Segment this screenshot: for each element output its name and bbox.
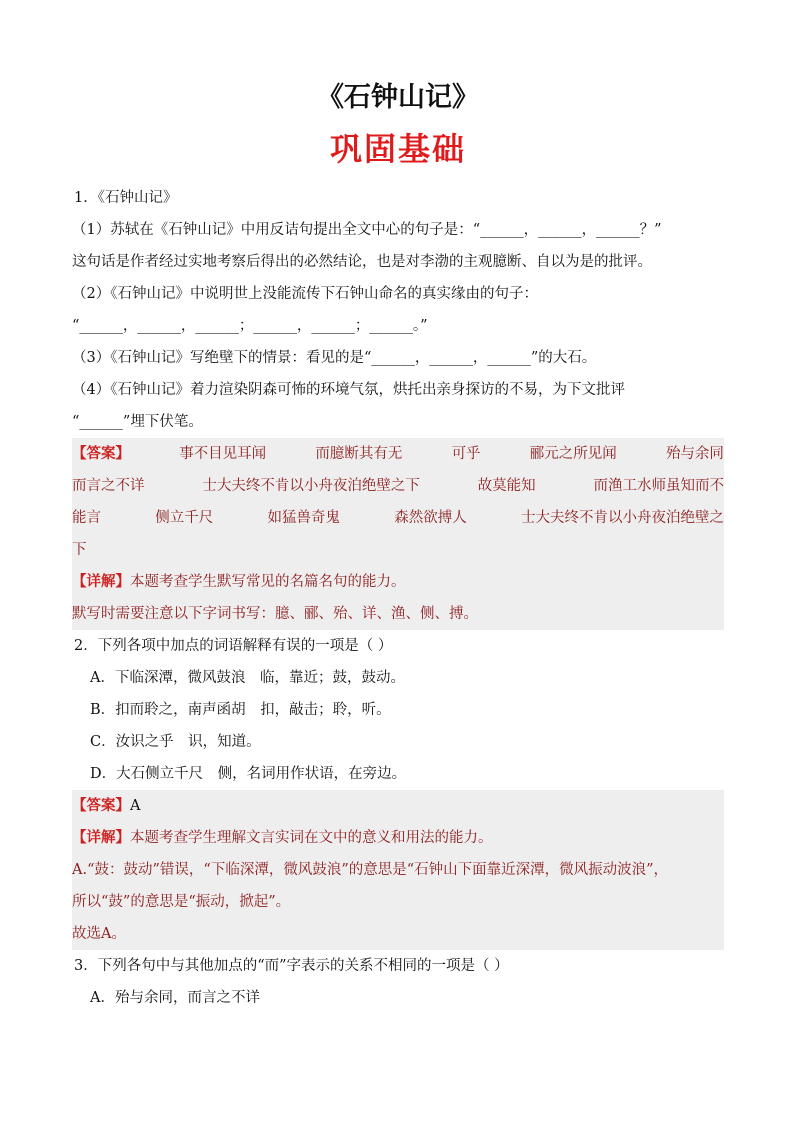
question-1 <box>72 182 724 630</box>
question-1-answer-row-1 <box>72 438 724 470</box>
answer-item: 而渔工水师虽知而不 <box>593 478 724 494</box>
question-2-option-c: C．汝识之乎 识，知道。 <box>90 734 261 750</box>
answer-value: A <box>130 798 141 814</box>
answer-item: 如猛兽奇鬼 <box>267 510 340 526</box>
question-1-part1-line2: 这句话是作者经过实地考察后得出的必然结论，也是对李渤的主观臆断、自以为是的批评。 <box>72 254 652 270</box>
question-2-conclusion: 故选A。 <box>72 926 126 942</box>
question-1-answer-block <box>72 438 724 630</box>
question-3-head: 3．下列各句中与其他加点的“而”字表示的关系不相同的一项是（ ） <box>74 958 509 974</box>
detail-label: 【详解】 <box>72 573 130 590</box>
question-1-part1-line1: （1）苏轼在《石钟山记》中用反诘句提出全文中心的句子是：“______，______，______？” <box>72 222 662 238</box>
question-2-head: 2．下列各项中加点的词语解释有误的一项是（ ） <box>74 638 393 654</box>
question-1-part4-line1: （4）《石钟山记》着力渲染阴森可怖的环境气氛，烘托出亲身探访的不易，为下文批评 <box>72 382 625 398</box>
document-title: 《石钟山记》 <box>317 82 479 113</box>
answer-item: 殆与余同 <box>665 446 724 462</box>
question-1-detail <box>72 566 724 598</box>
detail-text: 本题考查学生理解文言实词在文中的意义和用法的能力。 <box>130 830 493 846</box>
question-2-option-a: A．下临深潭，微风鼓浪 临，靠近；鼓，鼓动。 <box>90 670 405 686</box>
question-3-option-a: A．殆与余同，而言之不详 <box>90 990 260 1006</box>
answer-item: 故莫能知 <box>477 478 536 494</box>
answer-item: 而言之不详 <box>72 478 145 494</box>
detail-label: 【详解】 <box>72 829 130 846</box>
question-2-option-d: D．大石侧立千尺 侧，名词用作状语，在旁边。 <box>90 766 407 782</box>
question-2-answer-block <box>72 790 724 950</box>
answer-item: 可乎 <box>451 446 481 462</box>
question-2-analysis-line-1: A.“鼓：鼓动”错误，“下临深潭，微风鼓浪”的意思是“石钟山下面靠近深潭，微风振动波浪”， <box>72 862 669 878</box>
question-1-part4-line2: “______”埋下伏笔。 <box>72 414 203 430</box>
question-1-answer-row-3 <box>72 502 724 534</box>
question-2 <box>72 630 724 950</box>
question-1-answer-row-4: 下 <box>72 542 87 558</box>
question-1-part2-line1: （2）《石钟山记》中说明世上没能流传下石钟山命名的真实缘由的句子： <box>72 286 538 302</box>
question-1-detail-note: 默写时需要注意以下字词书写：臆、郦、殆、详、渔、侧、搏。 <box>72 606 478 622</box>
question-2-option-b: B．扣而聆之，南声函胡 扣，敲击；聆，听。 <box>90 702 391 718</box>
question-1-answer-row-2 <box>72 470 724 502</box>
answer-item: 事不目见耳闻 <box>179 446 267 462</box>
question-1-part3: （3）《石钟山记》写绝壁下的情景：看见的是“______，______，______”的大石。 <box>72 350 597 366</box>
question-3 <box>72 950 724 1014</box>
answer-item: 士大夫终不肯以小舟夜泊绝壁之下 <box>202 478 420 494</box>
detail-text: 本题考查学生默写常见的名篇名句的能力。 <box>130 574 406 590</box>
document-page <box>72 0 724 1014</box>
answer-label: 【答案】 <box>72 797 130 814</box>
question-1-head: 1．《石钟山记》 <box>74 190 178 206</box>
answer-item: 森然欲搏人 <box>394 510 467 526</box>
question-1-part2-line2: “______，______，______；______，______；______。” <box>72 318 428 334</box>
question-2-answer <box>72 790 724 822</box>
answer-item: 侧立千尺 <box>155 510 214 526</box>
answer-item: 能言 <box>72 510 101 526</box>
answer-item: 士大夫终不肯以小舟夜泊绝壁之 <box>521 510 724 526</box>
section-title: 巩固基础 <box>329 130 466 168</box>
question-2-detail <box>72 822 724 854</box>
answer-item: 而臆断其有无 <box>315 446 403 462</box>
answer-label: 【答案】 <box>72 445 130 462</box>
question-2-analysis-line-2: 所以“鼓”的意思是“振动，掀起”。 <box>72 894 291 910</box>
answer-item: 郦元之所见闻 <box>529 446 617 462</box>
